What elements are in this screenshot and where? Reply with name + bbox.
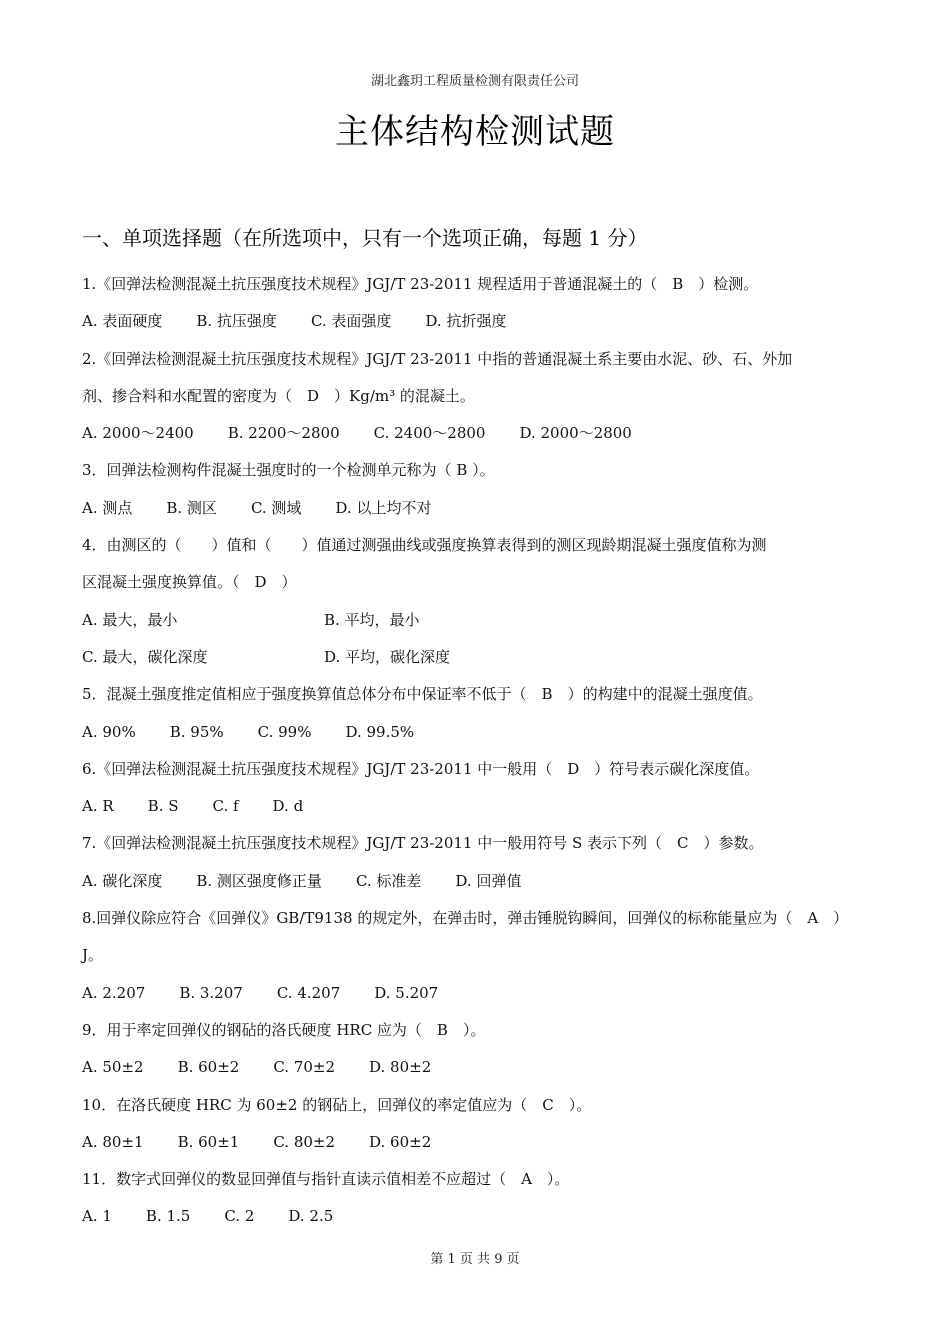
answer-option: D. 平均，碳化深度: [324, 647, 451, 666]
question-text: 10．在洛氏硬度 HRC 为 60±2 的钢砧上，回弹仪的率定值应为（ C ）。: [82, 1095, 592, 1114]
answer-option: D. 99.5%: [345, 722, 415, 741]
question-text: 7.《回弹法检测混凝土抗压强度技术规程》JGJ/T 23-2011 中一般用符号 S 表示下列（ C ）参数。: [82, 834, 764, 853]
answer-option: C. f: [212, 797, 239, 816]
answer-options: [82, 303, 872, 340]
answer-options: [82, 863, 872, 900]
answer-option: A. 50±2: [82, 1058, 144, 1077]
answer-option: C. 测域: [250, 498, 302, 517]
answer-options: [82, 975, 872, 1012]
answer-option: A. 最大，最小: [82, 610, 178, 629]
answer-option: D. 5.207: [374, 983, 439, 1002]
answer-option: A. 表面硬度: [82, 312, 163, 331]
section-heading: 一、单项选择题（在所选项中，只有一个选项正确，每题 1 分）: [82, 226, 648, 250]
answer-option: C. 99%: [257, 722, 312, 741]
answer-option: B. S: [147, 797, 179, 816]
answer-option: C. 最大，碳化深度: [82, 647, 208, 666]
answer-option: C. 2: [224, 1207, 255, 1226]
question-text: 5．混凝土强度推定值相应于强度换算值总体分布中保证率不低于（ B ）的构建中的混凝土强度值。: [82, 685, 763, 704]
answer-option: B. 60±1: [177, 1132, 240, 1151]
answer-option: A. 2000～2400: [82, 424, 194, 443]
answer-options: [82, 1124, 872, 1161]
answer-option: D. 抗折强度: [425, 312, 507, 331]
question-text: 3．回弹法检测构件混凝土强度时的一个检测单元称为（ B ）。: [82, 461, 495, 480]
answer-option: A. 80±1: [82, 1132, 144, 1151]
answer-option: D. 2.5: [288, 1207, 334, 1226]
answer-option: B. 95%: [169, 722, 224, 741]
answer-option: C. 标准差: [355, 871, 422, 890]
answer-option: D. 回弹值: [455, 871, 522, 890]
answer-option: B. 测区强度修正量: [196, 871, 322, 890]
question-text: 6.《回弹法检测混凝土抗压强度技术规程》JGJ/T 23-2011 中一般用（ D ）符号表示碳化深度值。: [82, 759, 760, 778]
question-text: 1.《回弹法检测混凝土抗压强度技术规程》JGJ/T 23-2011 规程适用于普通混凝土的（ B ）检测。: [82, 275, 759, 293]
answer-option: B. 抗压强度: [196, 312, 277, 331]
answer-option: C. 80±2: [273, 1132, 336, 1151]
answer-option: B. 测区: [166, 498, 217, 517]
answer-option: A. R: [82, 797, 114, 816]
answer-options: [82, 602, 872, 639]
question-text: J。: [82, 946, 104, 965]
answer-option: C. 70±2: [273, 1058, 336, 1077]
answer-option: A. 测点: [82, 498, 133, 517]
answer-option: A. 1: [82, 1207, 112, 1226]
question-text: 4．由测区的（ ）值和（ ）值通过测强曲线或强度换算表得到的测区现龄期混凝土强度值称为测: [82, 536, 767, 555]
answer-option: C. 4.207: [276, 983, 341, 1002]
answer-option: B. 2200～2800: [227, 424, 340, 443]
answer-option: D. 80±2: [369, 1058, 432, 1077]
question-text: 剂、掺合料和水配置的密度为（ D ）Kg/m³ 的混凝土。: [82, 386, 475, 405]
answer-options: [82, 788, 872, 825]
answer-option: A. 90%: [82, 722, 136, 741]
question-text: 2.《回弹法检测混凝土抗压强度技术规程》JGJ/T 23-2011 中指的普通混凝土系主要由水泥、砂、石、外加: [82, 349, 793, 368]
question-text: 8.回弹仪除应符合《回弹仪》GB/T9138 的规定外，在弹击时，弹击锤脱钩瞬间，回弹仪的标称能量应为（ A ）: [82, 909, 849, 928]
answer-option: B. 1.5: [145, 1207, 191, 1226]
answer-option: D. 以上均不对: [335, 498, 432, 517]
company-header: 湖北鑫玥工程质量检测有限责任公司: [370, 74, 579, 89]
question-text: 9．用于率定回弹仪的钢砧的洛氏硬度 HRC 应为（ B ）。: [82, 1020, 486, 1039]
answer-option: D. 2000～2800: [519, 424, 632, 443]
question-list: [82, 266, 872, 1236]
question-text: 11．数字式回弹仪的数显回弹值与指针直读示值相差不应超过（ A ）。: [82, 1170, 570, 1189]
answer-option: B. 平均，最小: [324, 610, 420, 629]
answer-options: [82, 415, 872, 452]
answer-options: [82, 714, 872, 751]
answer-option: C. 2400～2800: [373, 424, 486, 443]
answer-option: D. 60±2: [369, 1132, 432, 1151]
answer-options: [82, 1049, 872, 1086]
page-title: 主体结构检测试题: [335, 112, 615, 152]
answer-options: [82, 1198, 872, 1235]
answer-option: A. 碳化深度: [82, 871, 163, 890]
answer-option: A. 2.207: [82, 983, 146, 1002]
answer-options: [82, 639, 872, 676]
question-text: 区混凝土强度换算值。（ D ）: [82, 573, 297, 592]
answer-option: B. 3.207: [179, 983, 243, 1002]
answer-option: C. 表面强度: [310, 312, 392, 331]
answer-option: B. 60±2: [177, 1058, 240, 1077]
answer-option: D. d: [272, 797, 304, 816]
answer-options: [82, 490, 872, 527]
page-number: 第 1 页 共 9 页: [430, 1252, 520, 1267]
